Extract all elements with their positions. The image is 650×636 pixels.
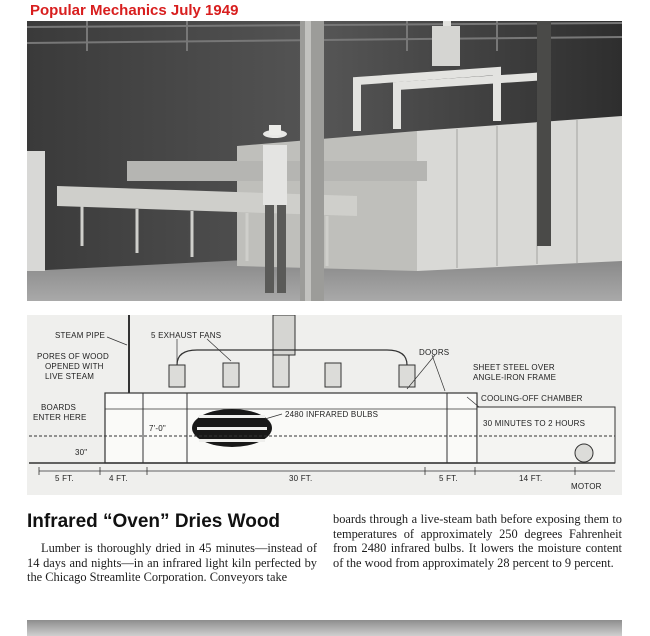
label-infrared-bulbs: 2480 INFRARED BULBS	[285, 410, 379, 419]
label-dim-5ft-a: 5 FT.	[55, 474, 74, 483]
label-dim-5ft-b: 5 FT.	[439, 474, 458, 483]
article-column-2: boards through a live-steam bath before exposing them to temperatures of approximately 250 degrees Fahrenheit from 2480 infrared bulbs. It lowers the moisture content of the wood from approximately 28 percent to 9 percent.	[333, 512, 622, 570]
label-sheet-steel-1: SHEET STEEL OVER	[473, 363, 555, 372]
label-pores-1: PORES OF WOOD	[37, 352, 109, 361]
label-steam-pipe: STEAM PIPE	[55, 331, 106, 340]
label-doors: DOORS	[419, 348, 450, 357]
label-time: 30 MINUTES TO 2 HOURS	[483, 419, 586, 428]
article-column-1: Lumber is thoroughly dried in 45 minutes—instead of 14 days and nights—in an infrared light kiln perfected by the Chicago Streamlite Corporation. Conveyors take	[27, 541, 317, 585]
label-pores-3: LIVE STEAM	[45, 372, 95, 381]
label-dim-4ft: 4 FT.	[109, 474, 128, 483]
label-boards-1: BOARDS	[41, 403, 76, 412]
label-30-inch: 30"	[75, 448, 88, 457]
article-headline: Infrared “Oven” Dries Wood	[27, 511, 281, 532]
label-sheet-steel-2: ANGLE-IRON FRAME	[473, 373, 557, 382]
label-height: 7'-0"	[149, 424, 166, 433]
kiln-photo	[27, 21, 622, 301]
label-motor: MOTOR	[571, 482, 602, 491]
label-exhaust-fans: 5 EXHAUST FANS	[151, 331, 222, 340]
source-caption: Popular Mechanics July 1949	[30, 2, 239, 19]
label-cooling-chamber: COOLING-OFF CHAMBER	[481, 394, 583, 403]
label-pores-2: OPENED WITH	[45, 362, 104, 371]
label-dim-30ft: 30 FT.	[289, 474, 313, 483]
label-boards-2: ENTER HERE	[33, 413, 87, 422]
kiln-diagram	[27, 315, 622, 495]
next-photo-edge	[27, 620, 622, 636]
label-dim-14ft: 14 FT.	[519, 474, 543, 483]
